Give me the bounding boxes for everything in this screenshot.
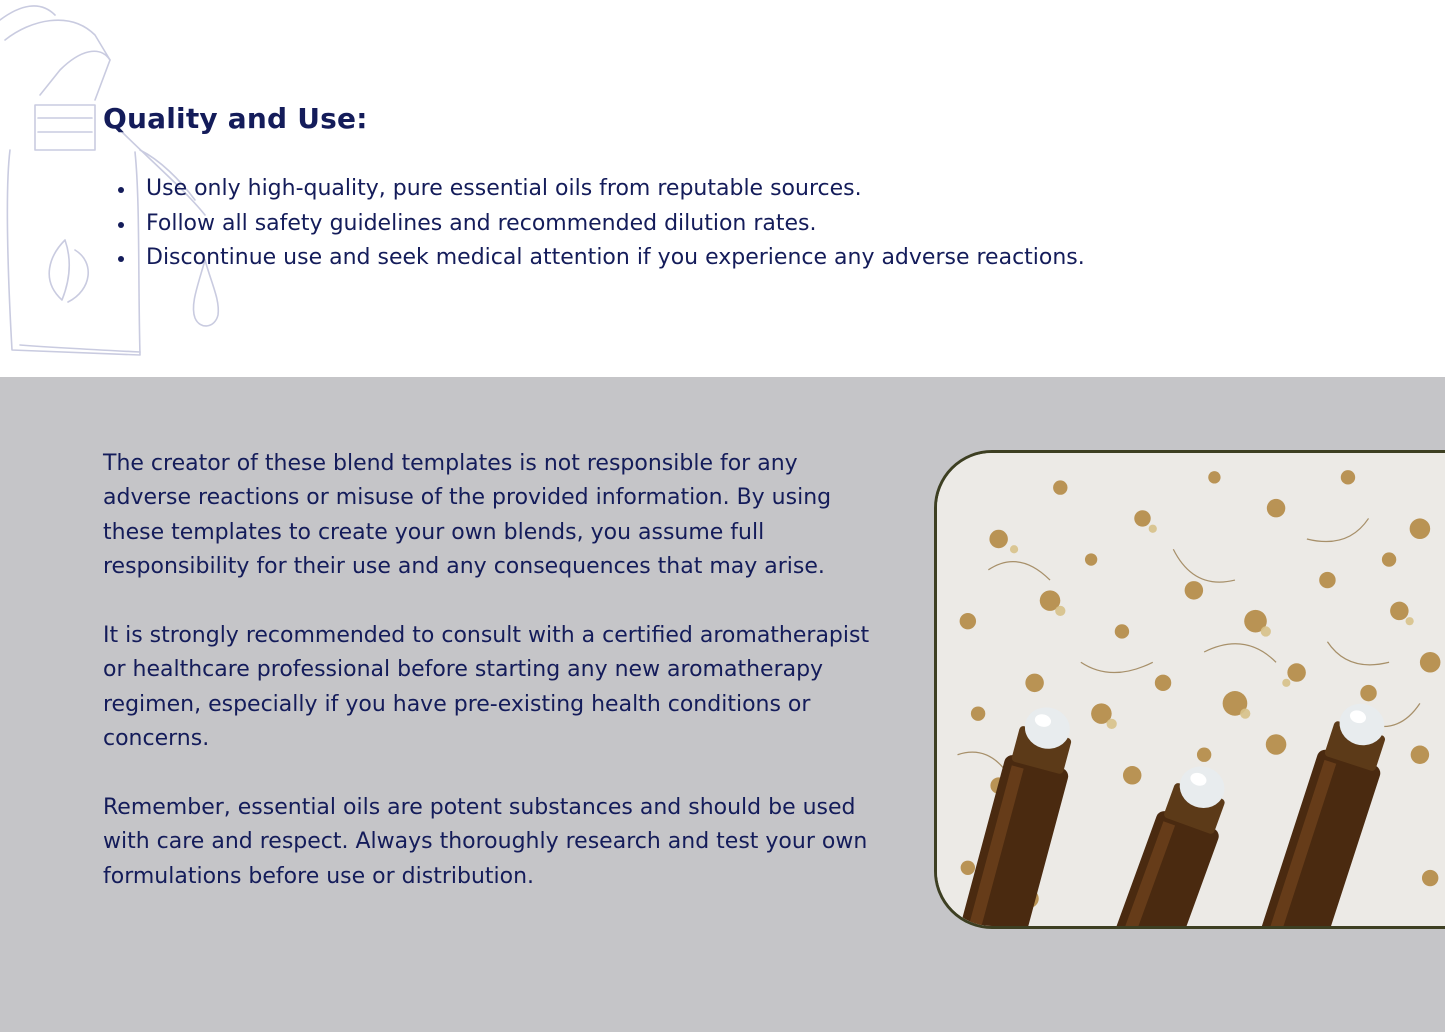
quality-and-use-section: [0, 0, 1445, 377]
list-item-text: Discontinue use and seek medical attention if you experience any adverse reactions.: [146, 245, 1085, 270]
bullet-dot-icon: [118, 187, 124, 193]
disclaimer-paragraph: Remember, essential oils are potent substances and should be used with care and respect. Always thoroughly research and test your own formulations before use or distribution.: [103, 795, 868, 889]
list-item: [118, 241, 1085, 276]
list-item-text: Follow all safety guidelines and recommended dilution rates.: [146, 210, 817, 236]
disclaimer-text-block: [103, 447, 873, 894]
bullet-dot-icon: [118, 222, 124, 228]
quality-bullet-list: [118, 172, 1085, 276]
photo-frame: [934, 450, 1445, 929]
bullet-dot-icon: [118, 256, 124, 262]
section-heading: Quality and Use:: [103, 102, 368, 135]
roller-bottles-chamomile-photo: [937, 453, 1445, 926]
disclaimer-band: [0, 377, 1445, 1032]
list-item: [118, 172, 1085, 207]
list-item: [118, 207, 1085, 242]
disclaimer-paragraph: The creator of these blend templates is not responsible for any adverse reactions or misuse of the provided information. By using these templates to create your own blends, you assume full responsibility for their use and any consequences that may arise.: [103, 451, 832, 580]
list-item-text: Use only high-quality, pure essential oils from reputable sources.: [146, 176, 862, 201]
disclaimer-paragraph: It is strongly recommended to consult with a certified aromatherapist or healthcare professional before starting any new aromatherapy regimen, especially if you have pre-existing health conditions or concerns.: [103, 623, 870, 752]
